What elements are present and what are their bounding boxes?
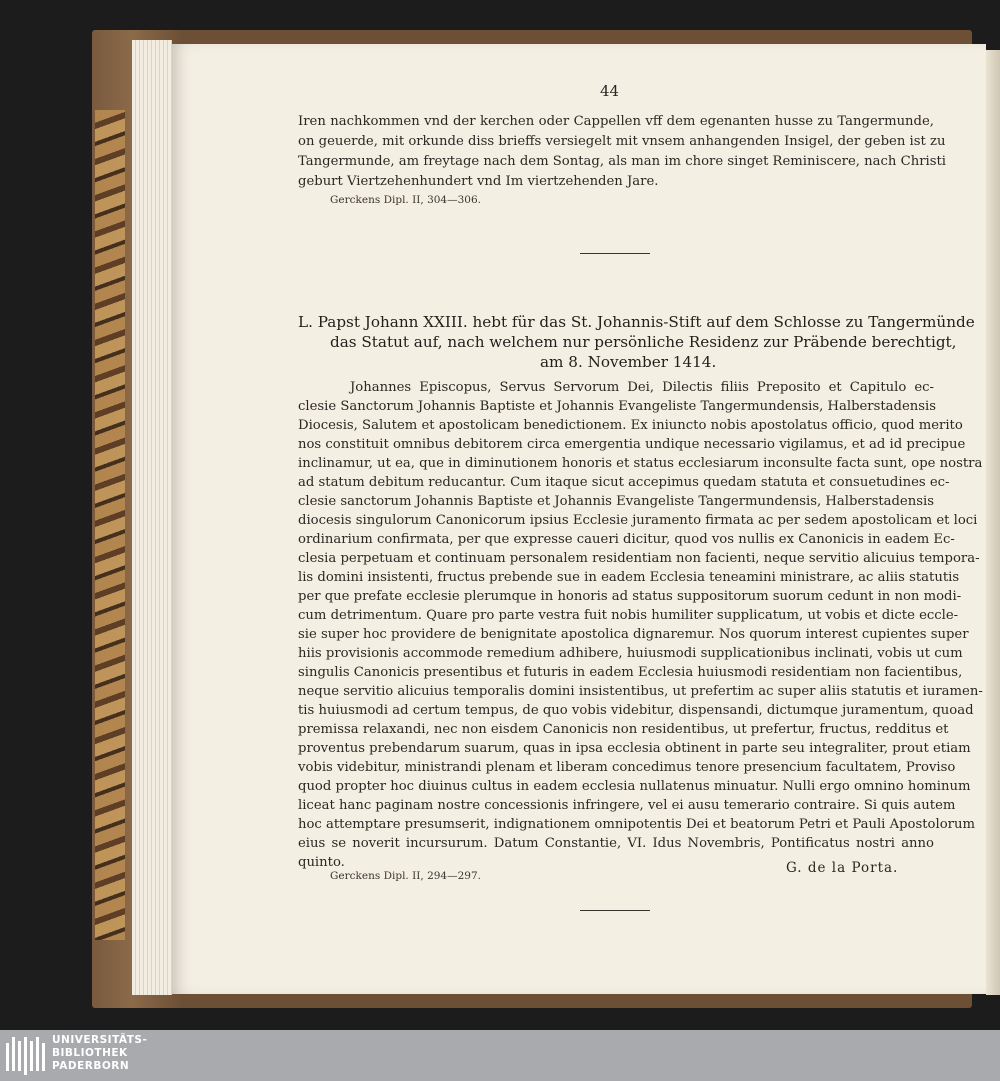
library-logo-icon (6, 1037, 46, 1075)
document-heading: L. Papst Johann XXIII. hebt für das St. Johannis-Stift auf dem Schlosse zu Tangermünde (298, 313, 975, 331)
body-line: lis domini insistenti, fructus prebende sue in eadem Ecclesia teneamini ministrare, ac aliis statutis (298, 570, 960, 585)
body-line: ad statum debitum reducantur. Cum itaque sicut accepimus quedam statuta et consuetudines ec- (298, 475, 950, 490)
body-line: nos constituit omnibus debitorem circa emergentia undique necessario vigilamus, et ad id precipue (298, 437, 966, 452)
document-heading: am 8. November 1414. (540, 353, 717, 371)
intro-line: on geuerde, mit orkunde diss brieffs versiegelt mit vnsem anhangenden Insigel, der geben ist zu (298, 134, 946, 149)
source-citation: Gerckens Dipl. II, 294—297. (330, 870, 481, 882)
body-line: hoc attemptare presumserit, indignationem omnipotentis Dei et beatorum Petri et Pauli Apostolorum (298, 817, 975, 832)
library-logo-text (52, 1034, 147, 1073)
page-number: 44 (600, 82, 620, 100)
body-line: clesie sanctorum Johannis Baptiste et Johannis Evangeliste Tangermundensis, Halberstadensis (298, 494, 934, 509)
body-line: hiis provisionis accommode remedium adhibere, huiusmodi supplicationibus inclinati, vobis ut cum (298, 646, 963, 661)
source-citation: Gerckens Dipl. II, 304—306. (330, 194, 481, 206)
marbled-binding (95, 110, 125, 940)
body-line: sie super hoc providere de benignitate apostolica dignaremur. Nos quorum interest cupientes super (298, 627, 969, 642)
body-line: eius se noverit incursurum. Datum Constantie, VI. Idus Novembris, Pontificatus nostri anno (298, 836, 934, 851)
body-line: clesie Sanctorum Johannis Baptiste et Johannis Evangeliste Tangermundensis, Halberstadensis (298, 399, 937, 414)
body-line: clesia perpetuam et continuam personalem residentiam non facienti, neque servitio alicuius tempora- (298, 551, 980, 566)
body-line: quinto. (298, 855, 345, 870)
intro-line: Tangermunde, am freytage nach dem Sontag, als man im chore singet Reminiscere, nach Christi (298, 154, 946, 169)
divider-rule (580, 910, 650, 911)
signature: G. de la Porta. (786, 860, 899, 876)
body-line: inclinamur, ut ea, que in diminutionem honoris et status ecclesiarum inconsulte facta sunt, ope nostra (298, 456, 983, 471)
page-edges (132, 40, 172, 995)
page-right-edge (986, 50, 1000, 995)
body-line: singulis Canonicis presentibus et futuris in eadem Ecclesia huiusmodi residentiam non facientibus, (298, 665, 963, 680)
body-line: vobis videbitur, ministrandi plenam et liberam concedimus tenore presencium facultatem, Proviso (298, 760, 956, 775)
body-line: ordinarium confirmata, per que expresse caueri dicitur, quod vos nullis ex Canonicis in eadem Ec- (298, 532, 955, 547)
body-line: quod propter hoc diuinus cultus in eadem ecclesia nullatenus minuatur. Nulli ergo omnino hominum (298, 779, 971, 794)
library-footer-band (0, 1030, 1000, 1081)
document-heading: das Statut auf, nach welchem nur persönliche Residenz zur Präbende berechtigt, (330, 333, 957, 351)
body-line: Johannes Episcopus, Servus Servorum Dei, Dilectis filiis Preposito et Capitulo ec- (350, 380, 934, 395)
body-line: diocesis singulorum Canonicorum ipsius Ecclesie juramento firmata ac per sedem apostolicam et loci (298, 513, 978, 528)
intro-line: geburt Viertzehenhundert vnd Im viertzehenden Jare. (298, 174, 659, 189)
logo-line: PADERBORN (52, 1060, 130, 1072)
logo-line: BIBLIOTHEK (52, 1047, 128, 1059)
divider-rule (580, 253, 650, 254)
body-line: Diocesis, Salutem et apostolicam benedictionem. Ex iniuncto nobis apostolatus officio, quod merito (298, 418, 963, 433)
body-line: neque servitio alicuius temporalis domini insistentibus, ut prefertim ac super aliis statutis et iuramen- (298, 684, 983, 699)
body-line: liceat hanc paginam nostre concessionis infringere, vel ei ausu temerario contraire. Si quis autem (298, 798, 956, 813)
body-line: premissa relaxandi, nec non eisdem Canonicis non residentibus, ut prefertur, fructus, redditus et (298, 722, 949, 737)
logo-line: UNIVERSITÄTS- (52, 1034, 148, 1046)
intro-line: Iren nachkommen vnd der kerchen oder Cappellen vff dem egenanten husse zu Tangermunde, (298, 114, 934, 129)
body-line: proventus prebendarum suarum, quas in ipsa ecclesia obtinent in parte seu integraliter, prout etiam (298, 741, 971, 756)
body-line: per que prefate ecclesie plerumque in honoris ad status suppositorum suorum cedunt in non modi- (298, 589, 962, 604)
body-line: tis huiusmodi ad certum tempus, de quo vobis videbitur, dispensandi, dictumque juramentum, quoad (298, 703, 974, 718)
body-line: cum detrimentum. Quare pro parte vestra fuit nobis humiliter supplicatum, ut vobis et dicte eccle- (298, 608, 959, 623)
